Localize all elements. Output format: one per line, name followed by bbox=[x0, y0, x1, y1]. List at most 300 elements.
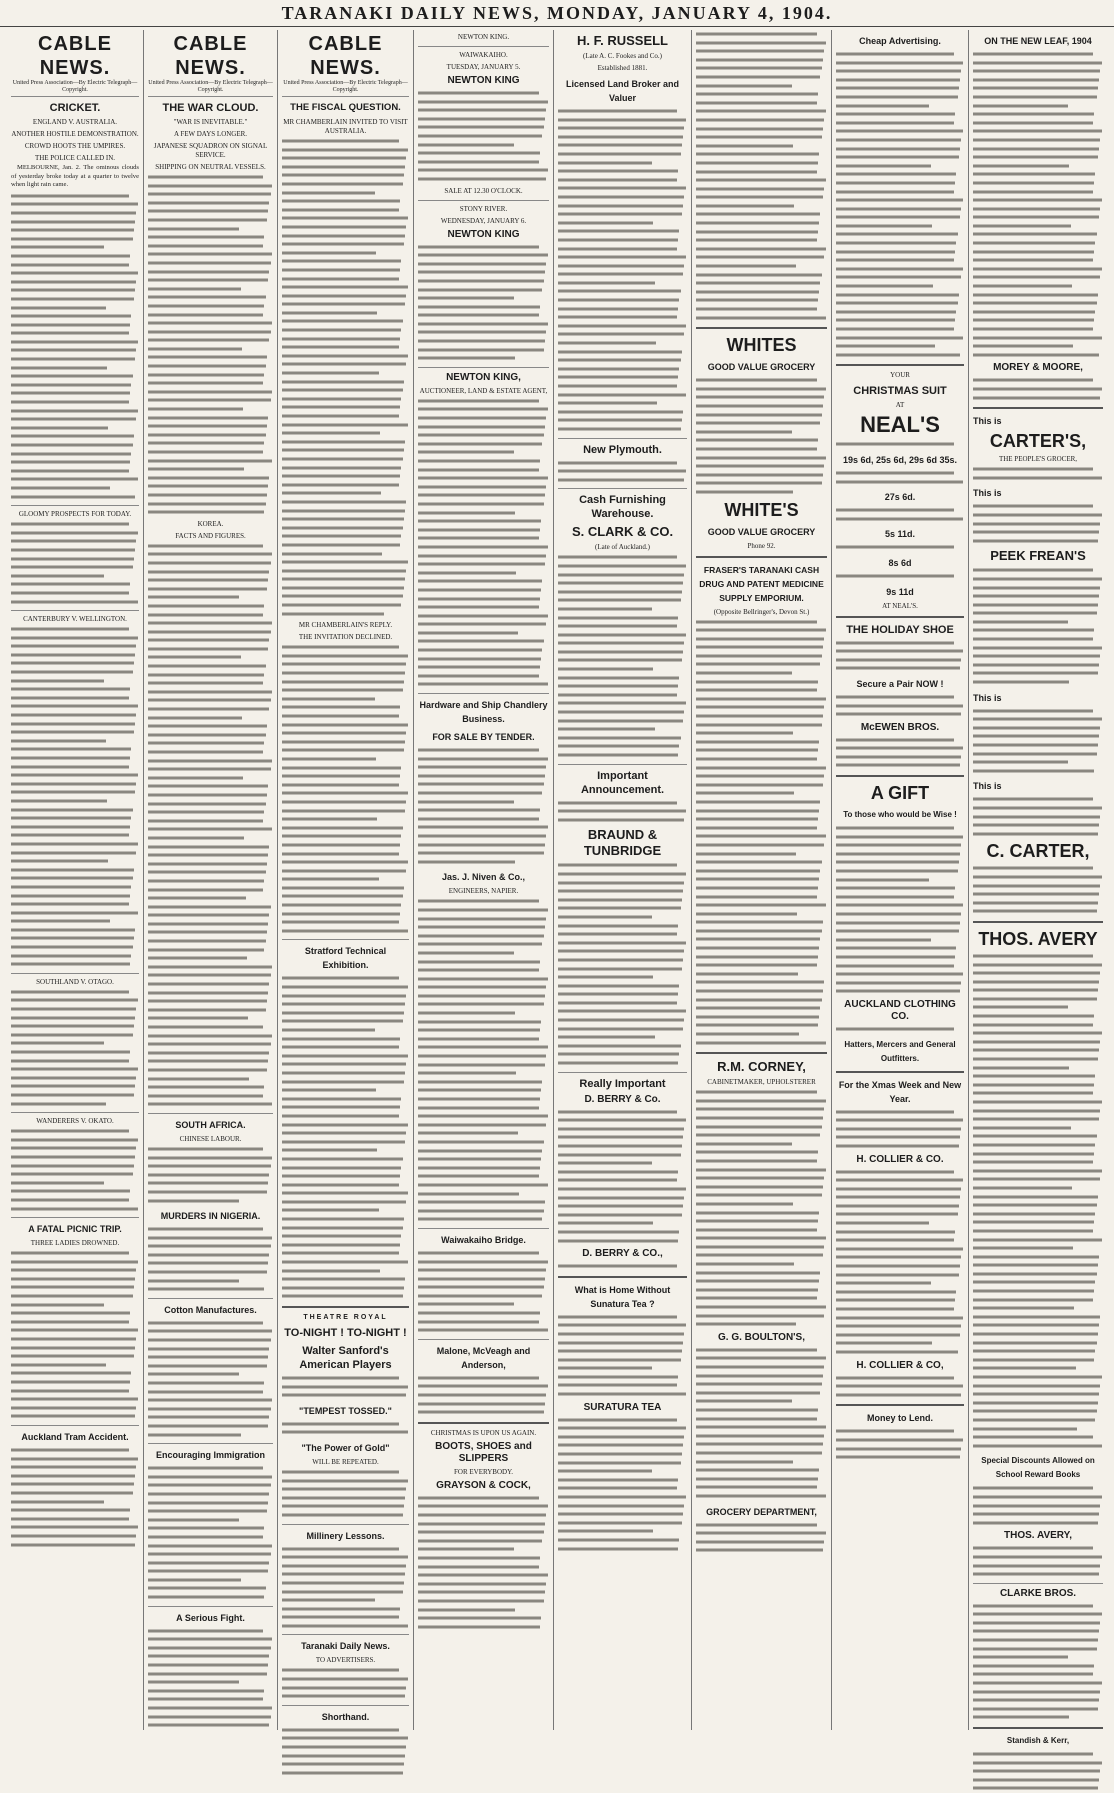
text-line bbox=[836, 308, 956, 317]
text-line bbox=[973, 1115, 1099, 1124]
text-line bbox=[696, 1148, 818, 1157]
text-line bbox=[282, 180, 403, 189]
text-line bbox=[973, 188, 1093, 197]
text-line bbox=[558, 1168, 678, 1177]
text-line bbox=[558, 476, 684, 485]
text-line bbox=[836, 478, 963, 487]
text-line bbox=[148, 1225, 263, 1234]
text-line bbox=[148, 714, 242, 723]
text-line bbox=[973, 1347, 1095, 1356]
text-line bbox=[836, 867, 958, 876]
text-line bbox=[696, 772, 824, 781]
section-heading: For the Xmas Week and New Year. bbox=[838, 1079, 962, 1104]
text-line bbox=[836, 239, 956, 248]
text-line bbox=[418, 457, 540, 466]
text-line bbox=[11, 1369, 131, 1378]
text-line bbox=[148, 1695, 263, 1704]
text-line bbox=[696, 712, 823, 721]
text-line bbox=[418, 303, 540, 312]
text-line bbox=[973, 248, 1094, 257]
text-line bbox=[973, 1544, 1093, 1553]
text-line bbox=[973, 609, 1097, 618]
text-line bbox=[973, 652, 1100, 661]
text-line bbox=[11, 407, 138, 416]
text-line bbox=[418, 655, 541, 664]
text-line bbox=[558, 571, 684, 580]
text-line bbox=[836, 736, 954, 745]
text-line bbox=[148, 911, 269, 920]
text-line bbox=[558, 1050, 679, 1059]
text-line bbox=[11, 1301, 104, 1310]
ad-text bbox=[973, 707, 1103, 776]
text-line bbox=[973, 707, 1093, 716]
text-line bbox=[696, 385, 826, 394]
text-line bbox=[558, 1373, 678, 1382]
text-line bbox=[418, 175, 546, 184]
section-heading: Taranaki Daily News. bbox=[301, 1641, 390, 1652]
ad-text bbox=[836, 639, 964, 673]
text-line bbox=[836, 291, 959, 300]
text-line bbox=[836, 1296, 955, 1305]
text-line bbox=[148, 1345, 269, 1354]
text-line bbox=[11, 892, 130, 901]
text-line bbox=[282, 378, 404, 387]
text-line bbox=[418, 328, 546, 337]
text-line bbox=[696, 1389, 820, 1398]
article-text bbox=[282, 1545, 409, 1631]
text-line bbox=[282, 798, 406, 807]
text-line bbox=[973, 1210, 1095, 1219]
text-line bbox=[148, 491, 267, 500]
text-line bbox=[558, 107, 677, 116]
text-line bbox=[973, 626, 1094, 635]
text-line bbox=[558, 1356, 681, 1365]
text-line bbox=[973, 1627, 1099, 1636]
text-line bbox=[148, 457, 272, 466]
text-line bbox=[696, 660, 820, 669]
text-line bbox=[11, 988, 129, 997]
text-line bbox=[836, 1288, 956, 1297]
text-line bbox=[282, 892, 403, 901]
text-line bbox=[11, 659, 134, 668]
text-line bbox=[418, 431, 544, 440]
text-line bbox=[558, 408, 683, 417]
text-line bbox=[973, 394, 1100, 403]
section-heading: MURDERS IN NIGERIA. bbox=[160, 1211, 261, 1222]
text-line bbox=[11, 780, 136, 789]
text-line bbox=[282, 1613, 399, 1622]
text-line bbox=[836, 153, 959, 162]
text-line bbox=[836, 188, 954, 197]
text-line bbox=[148, 653, 241, 662]
text-line bbox=[282, 1189, 408, 1198]
text-line bbox=[973, 644, 1102, 653]
price-line: 19s 6d, 25s 6d, 29s 6d 35s. bbox=[842, 454, 958, 465]
text-line bbox=[282, 1726, 399, 1735]
text-line bbox=[418, 466, 539, 475]
text-line bbox=[148, 903, 271, 912]
text-line bbox=[282, 171, 404, 180]
text-line bbox=[973, 342, 1073, 351]
text-line bbox=[696, 953, 818, 962]
text-line bbox=[973, 1570, 1099, 1579]
text-line bbox=[282, 395, 401, 404]
text-line bbox=[11, 235, 133, 244]
text-line bbox=[418, 500, 544, 509]
text-line bbox=[148, 508, 264, 517]
text-line bbox=[836, 572, 954, 581]
text-line bbox=[558, 930, 677, 939]
text-line bbox=[558, 1194, 684, 1203]
text-line bbox=[418, 832, 546, 841]
text-line bbox=[558, 176, 677, 185]
text-line bbox=[11, 668, 133, 677]
text-line bbox=[836, 170, 956, 179]
text-line bbox=[11, 441, 133, 450]
text-line bbox=[148, 1473, 272, 1482]
text-line bbox=[282, 781, 399, 790]
text-line bbox=[973, 119, 1093, 128]
section-heading: Cheap Advertising. bbox=[859, 36, 941, 46]
text-line bbox=[148, 1277, 239, 1286]
text-line bbox=[418, 1408, 544, 1417]
text-line bbox=[148, 1713, 271, 1722]
play-title: "TEMPEST TOSSED." bbox=[299, 1405, 392, 1416]
text-line bbox=[696, 305, 817, 314]
text-line bbox=[558, 322, 686, 331]
text-line bbox=[148, 671, 264, 680]
text-line bbox=[973, 1072, 1095, 1081]
text-line bbox=[696, 764, 826, 773]
text-line bbox=[973, 1750, 1093, 1759]
text-line bbox=[148, 388, 272, 397]
text-line bbox=[558, 1519, 682, 1528]
text-line bbox=[836, 213, 960, 222]
text-line bbox=[11, 1463, 136, 1472]
text-line bbox=[973, 537, 1098, 546]
text-line bbox=[282, 369, 379, 378]
text-line bbox=[696, 39, 826, 48]
text-line bbox=[558, 816, 684, 825]
text-line bbox=[696, 73, 820, 82]
text-line bbox=[11, 537, 136, 546]
text-line bbox=[148, 216, 267, 225]
text-line bbox=[973, 952, 1093, 961]
text-line bbox=[696, 142, 793, 151]
text-line bbox=[11, 1039, 104, 1048]
text-line bbox=[696, 1397, 792, 1406]
text-line bbox=[558, 973, 653, 982]
text-line bbox=[11, 321, 130, 330]
text-line bbox=[558, 1339, 683, 1348]
text-line bbox=[836, 110, 955, 119]
text-line bbox=[148, 843, 269, 852]
text-line bbox=[282, 300, 405, 309]
ad-text bbox=[418, 397, 549, 689]
ad-text bbox=[558, 799, 687, 825]
text-line bbox=[836, 1279, 931, 1288]
text-line bbox=[418, 949, 514, 958]
text-line bbox=[418, 1069, 516, 1078]
text-line bbox=[973, 273, 1100, 282]
text-line bbox=[836, 1176, 963, 1185]
subheading: A FEW DAYS LONGER. bbox=[173, 130, 248, 138]
text-line bbox=[836, 1168, 954, 1177]
subheading: Phone 92. bbox=[747, 541, 776, 550]
text-line bbox=[973, 1107, 1100, 1116]
text-line bbox=[973, 299, 1097, 308]
text-line bbox=[148, 568, 269, 577]
text-line bbox=[11, 788, 135, 797]
text-line bbox=[558, 990, 678, 999]
text-line bbox=[282, 326, 401, 335]
text-line bbox=[558, 1433, 684, 1442]
text-line bbox=[558, 887, 683, 896]
text-line bbox=[558, 159, 652, 168]
text-line bbox=[696, 1209, 819, 1218]
text-line bbox=[148, 989, 268, 998]
text-line bbox=[696, 832, 826, 841]
text-line bbox=[418, 132, 542, 141]
text-line bbox=[418, 772, 545, 781]
text-line bbox=[148, 1652, 269, 1661]
text-line bbox=[973, 84, 1098, 93]
text-line bbox=[696, 1380, 822, 1389]
text-line bbox=[696, 314, 826, 323]
text-line bbox=[836, 222, 932, 231]
text-line bbox=[973, 830, 1098, 839]
text-line bbox=[11, 685, 130, 694]
text-line bbox=[11, 192, 129, 201]
subheading: CHRISTMAS IS UPON US AGAIN. bbox=[430, 1428, 537, 1437]
text-line bbox=[11, 711, 136, 720]
text-line bbox=[148, 1481, 271, 1490]
subheading: CROWD HOOTS THE UMPIRES. bbox=[24, 142, 126, 150]
text-line bbox=[558, 141, 682, 150]
text-line bbox=[973, 1390, 1099, 1399]
text-line bbox=[282, 678, 404, 687]
text-line bbox=[282, 335, 400, 344]
article-text bbox=[148, 1225, 273, 1294]
text-line bbox=[11, 1498, 104, 1507]
text-line bbox=[836, 93, 958, 102]
section-heading: Really Important bbox=[579, 1077, 666, 1090]
theatre-heading: THEATRE ROYAL bbox=[303, 1314, 388, 1321]
text-line bbox=[11, 226, 134, 235]
text-line bbox=[418, 906, 548, 915]
text-line bbox=[836, 850, 960, 859]
ad-text bbox=[836, 693, 964, 719]
text-line bbox=[148, 800, 266, 809]
advertiser-name: THOS. AVERY bbox=[978, 928, 1098, 949]
price-line: 5s 11d. bbox=[884, 529, 916, 540]
text-line bbox=[282, 412, 399, 421]
text-line bbox=[558, 1321, 686, 1330]
text-line bbox=[558, 725, 655, 734]
text-line bbox=[418, 474, 548, 483]
text-line bbox=[282, 992, 406, 1001]
text-line bbox=[148, 963, 272, 972]
text-line bbox=[696, 910, 797, 919]
text-line bbox=[696, 116, 824, 125]
price-line: 27s 6d. bbox=[884, 492, 916, 503]
text-line bbox=[973, 1767, 1100, 1776]
text-line bbox=[148, 1370, 239, 1379]
text-line bbox=[558, 253, 686, 262]
text-line bbox=[282, 507, 405, 516]
text-line bbox=[418, 603, 539, 612]
text-line bbox=[148, 1066, 267, 1075]
text-line bbox=[11, 754, 130, 763]
text-line bbox=[973, 1636, 1098, 1645]
text-line bbox=[558, 1133, 683, 1142]
text-line bbox=[11, 1506, 130, 1515]
text-line bbox=[696, 1039, 826, 1048]
text-line bbox=[836, 1133, 960, 1142]
text-line bbox=[558, 245, 677, 254]
text-line bbox=[148, 868, 266, 877]
text-line bbox=[973, 575, 1102, 584]
text-line bbox=[418, 569, 516, 578]
text-line bbox=[282, 403, 400, 412]
text-line bbox=[696, 56, 823, 65]
text-line bbox=[418, 1494, 539, 1503]
text-line bbox=[836, 753, 961, 762]
text-line bbox=[558, 1262, 677, 1271]
text-line bbox=[148, 293, 266, 302]
text-line bbox=[11, 1258, 138, 1267]
text-line bbox=[418, 1095, 540, 1104]
text-line bbox=[148, 1644, 271, 1653]
text-line bbox=[696, 746, 818, 755]
text-line bbox=[558, 1033, 655, 1042]
text-line bbox=[282, 1675, 408, 1684]
text-line bbox=[282, 567, 406, 576]
subheading: FOR EVERYBODY. bbox=[454, 1467, 513, 1476]
text-line bbox=[836, 205, 961, 214]
text-line bbox=[558, 1016, 684, 1025]
text-line bbox=[282, 1588, 403, 1597]
ad-text bbox=[558, 861, 687, 1067]
text-line bbox=[148, 328, 271, 337]
text-line bbox=[282, 1232, 401, 1241]
text-line bbox=[11, 269, 138, 278]
text-line bbox=[148, 1179, 268, 1188]
advertiser-name: BRAUND & TUNBRIDGE bbox=[583, 827, 662, 859]
text-line bbox=[696, 1251, 823, 1260]
text-line bbox=[282, 1769, 403, 1778]
text-line bbox=[696, 1415, 817, 1424]
text-line bbox=[282, 1121, 408, 1130]
text-line bbox=[418, 577, 542, 586]
subheading: CANTERBURY V. WELLINGTON. bbox=[23, 615, 127, 624]
text-line bbox=[11, 484, 110, 493]
text-line bbox=[11, 1318, 129, 1327]
text-line bbox=[148, 414, 268, 423]
ad-text bbox=[418, 243, 549, 363]
text-line bbox=[11, 1144, 136, 1153]
play-title: "The Power of Gold" bbox=[301, 1442, 390, 1453]
text-line bbox=[148, 1533, 263, 1542]
ad-text bbox=[973, 795, 1103, 838]
text-line bbox=[418, 1502, 548, 1511]
text-line bbox=[558, 596, 681, 605]
text-line bbox=[558, 425, 681, 434]
text-line bbox=[148, 1285, 264, 1294]
article-text bbox=[11, 988, 139, 1108]
text-line bbox=[696, 1346, 817, 1355]
text-line bbox=[696, 643, 823, 652]
text-line bbox=[11, 572, 104, 581]
text-line bbox=[282, 695, 375, 704]
text-line bbox=[973, 741, 1098, 750]
text-line bbox=[148, 748, 263, 757]
text-line bbox=[282, 524, 403, 533]
text-line bbox=[418, 405, 548, 414]
text-line bbox=[418, 1215, 542, 1224]
text-line bbox=[282, 154, 406, 163]
text-line bbox=[696, 858, 822, 867]
text-line bbox=[148, 834, 244, 843]
text-line bbox=[282, 983, 408, 992]
text-line bbox=[148, 242, 263, 251]
section-heading: To those who would be Wise ! bbox=[843, 810, 957, 820]
text-line bbox=[282, 652, 408, 661]
article-text bbox=[282, 1374, 409, 1400]
text-line bbox=[148, 1687, 264, 1696]
text-line bbox=[148, 628, 271, 637]
advertiser-name: R.M. CORNEY, bbox=[717, 1059, 806, 1075]
ad-text bbox=[696, 1346, 827, 1501]
text-line bbox=[558, 699, 686, 708]
text-line bbox=[11, 1100, 106, 1109]
text-line bbox=[418, 543, 548, 552]
text-line bbox=[148, 1327, 272, 1336]
text-line bbox=[11, 866, 134, 875]
text-line bbox=[973, 1012, 1094, 1021]
text-line bbox=[11, 286, 135, 295]
text-line bbox=[418, 1078, 542, 1087]
text-line bbox=[836, 1436, 963, 1445]
section-heading: Auckland Tram Accident. bbox=[21, 1431, 129, 1442]
article-text bbox=[148, 1319, 273, 1439]
text-line bbox=[418, 897, 539, 906]
text-line bbox=[973, 1081, 1094, 1090]
text-line bbox=[148, 1464, 263, 1473]
text-line bbox=[282, 1494, 405, 1503]
text-line bbox=[973, 1399, 1098, 1408]
text-line bbox=[418, 629, 518, 638]
advertiser-name: H. COLLIER & CO. bbox=[856, 1153, 944, 1165]
article-text bbox=[148, 1145, 273, 1205]
text-line bbox=[418, 141, 514, 150]
subheading: KOREA. bbox=[197, 519, 224, 528]
text-line bbox=[836, 1228, 955, 1237]
text-line bbox=[973, 1175, 1100, 1184]
column-1 bbox=[8, 30, 142, 1730]
text-line bbox=[558, 1536, 679, 1545]
text-line bbox=[836, 440, 954, 449]
text-line bbox=[148, 1627, 263, 1636]
text-line bbox=[836, 833, 963, 842]
text-line bbox=[696, 815, 818, 824]
text-line bbox=[696, 1354, 826, 1363]
ad-text bbox=[558, 1262, 687, 1271]
text-line bbox=[282, 832, 401, 841]
text-line bbox=[282, 352, 408, 361]
text-line bbox=[836, 1382, 963, 1391]
section-heading: CHRISTMAS SUIT bbox=[853, 385, 947, 398]
